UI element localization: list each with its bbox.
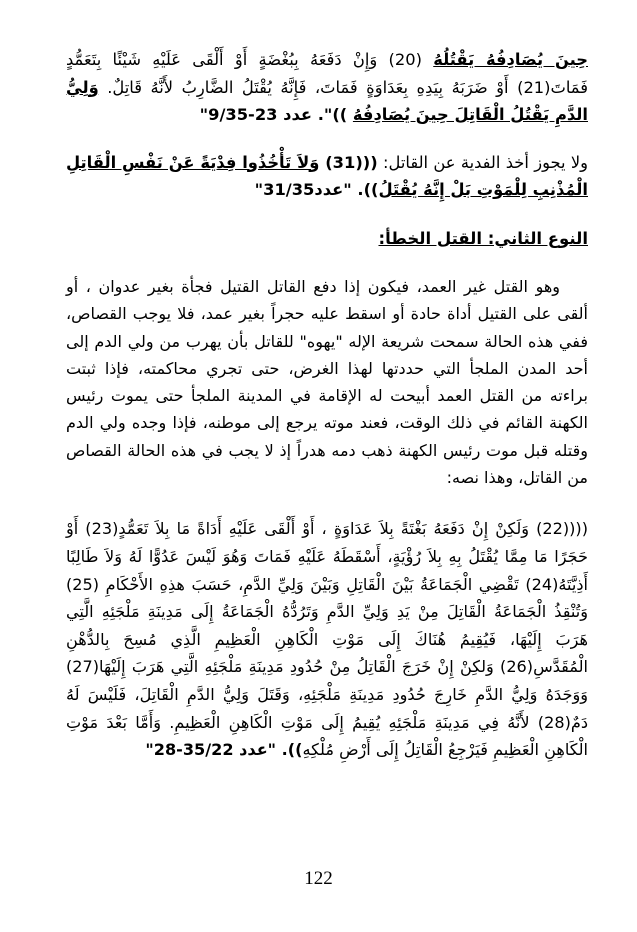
ransom-paragraph [66, 149, 588, 204]
underlined-verse-phrase: وَلاَ تَأْخُذُوا فِدْيَةً عَنْ نَفْسِ الْقَاتِلِ الْمُذْنِبِ لِلْمَوْتِ بَلْ إِنَّهُ يُقْتَلُ [66, 152, 588, 199]
page-body [66, 46, 588, 764]
verse-citation: )). "عدد31/35" [254, 180, 379, 199]
verse-number: (((31) [319, 152, 378, 172]
underlined-verse-phrase: حِينَ يُصَادِفُهُ يَقْتُلُهُ [433, 50, 588, 69]
verse-quote-paragraph [66, 515, 588, 763]
verse-citation: )). "عدد 35/22-28" [145, 740, 303, 760]
underlined-verse-phrase: وَلِيُّ الدَّمِ يَقْتُلُ الْقَاتِلَ حِينَ يُصَادِفُهُ [66, 77, 588, 124]
intro-text: ولا يجوز أخذ الفدية عن القاتل: [377, 152, 589, 172]
verse-text: (20) وَإِنْ دَفَعَهُ بِبُغْضَةٍ أَوْ أَلْقَى عَلَيْهِ شَيْئًا بِتَعَمُّدٍ فَمَاتَ(21) أَوْ ضَرَبَهُ بِيَدِهِ بِعَدَاوَةٍ فَمَاتَ، فَإِنَّهُ يُقْتَلُ الضَّارِبُ لأَنَّهُ قَاتِلٌ. [66, 50, 588, 97]
verse-paragraph-numbers-35-9-23 [66, 46, 588, 129]
verse-citation: ))". عدد 23-9/35" [199, 105, 353, 124]
page-number: 122 [304, 868, 333, 889]
section-heading: النوع الثاني: القتل الخطأ: [378, 228, 588, 248]
verse-text: ((((22) وَلَكِنْ إِنْ دَفَعَهُ بَغْتَةً بِلاَ عَدَاوَةٍ ، أَوْ أَلْقَى عَلَيْهِ أَدَاةً مَا بِلاَ تَعَمُّدٍ(23) أَوْ حَجَرًا مَا مِمَّا يُقْتَلُ بِهِ بِلاَ رُؤْيَةٍ، أَسْقَطَهُ عَلَيْهِ فَمَاتَ وَهُوَ لَيْسَ عَدُوًّا لَهُ وَلاَ طَالِبًا أَذِيَّتَهُ(24) تَقْضِي الْجَمَاعَةُ بَيْنَ الْقَاتِلِ وَبَيْنَ وَلِيِّ الدَّمِ، حَسَبَ هذِهِ الأَحْكَامِ (25) وَتُنْقِذُ الْجَمَاعَةُ الْقَاتِلَ مِنْ يَدِ وَلِيِّ الدَّمِ وَتَرُدُّهُ الْجَمَاعَةُ إِلَى مَدِينَةِ مَلْجَئِهِ الَّتِي هَرَبَ إِلَيْهَا، فَيُقِيمُ هُنَاكَ إِلَى مَوْتِ الْكَاهِنِ الْعَظِيمِ الَّذِي مُسِحَ بِالدُّهْنِ الْمُقَدَّسِ(26) وَلكِنْ إِنْ خَرَجَ الْقَاتِلُ مِنْ حُدُودِ مَدِينَةِ مَلْجَئِهِ الَّتِي هَرَبَ إِلَيْهَا(27) وَوَجَدَهُ وَلِيُّ الدَّمِ خَارِجَ حُدُودِ مَدِينَةِ مَلْجَئِهِ، وَقَتَلَ وَلِيُّ الدَّمِ الْقَاتِلَ، فَلَيْسَ لَهُ دَمٌ(28) لأَنَّهُ فِي مَدِينَةِ مَلْجَئِهِ يُقِيمُ إِلَى مَوْتِ الْكَاهِنِ الْعَظِيمِ. وَأَمَّا بَعْدَ مَوْتِ الْكَاهِنِ الْعَظِيمِ فَيَرْجِعُ الْقَاتِلُ إِلَى أَرْضِ مُلْكِهِ [66, 519, 588, 760]
manslaughter-explanation-paragraph: وهو القتل غير العمد، فيكون إذا دفع القاتل القتيل فجأة بغير عدوان ، أو ألقى على القتيل أداة حادة أو اسقط عليه حجراً بغير عمد، فلا يوجب القصاص، ففي هذه الحالة سمحت شريعة الإله "يهوه" للقاتل بأن يهرب من ولي الدم إلى أحد المدن الملجأ التي حددتها لهذا الغرض، حتى تجري محاكمته، فإذا ثبتت براءته من القتل العمد أبيحت له الإقامة في المدينة الملجأ حتى يموت رئيس الكهنة القائم في ذلك الوقت، فعند موته يرجع إلى موطنه، فإذا وجده ولي الدم وقتله قبل موت رئيس الكهنة ذهب دمه هدراً إذ لا يجب في هذه الحالة القصاص من القاتل، وهذا نصه: [66, 277, 588, 488]
